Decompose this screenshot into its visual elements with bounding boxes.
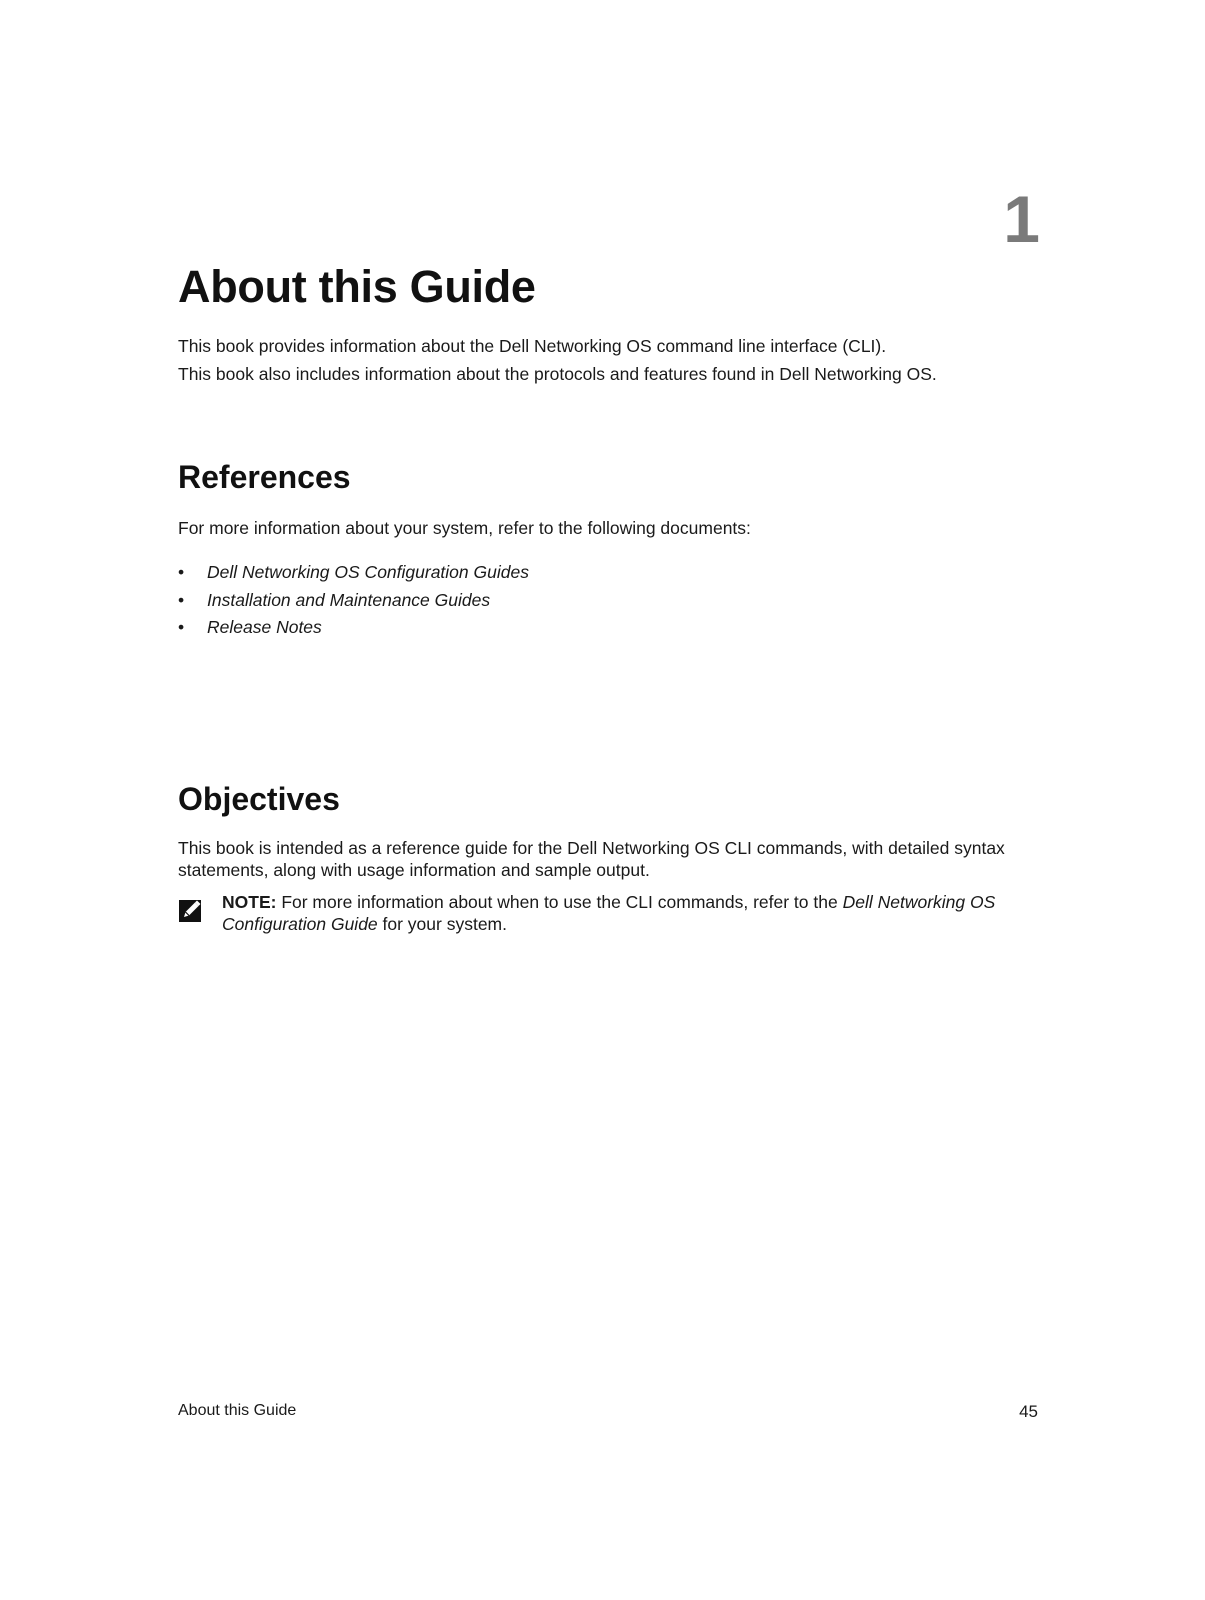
chapter-number: 1: [1003, 182, 1040, 256]
bullet-icon: •: [178, 617, 185, 637]
bullet-icon: •: [178, 589, 185, 610]
list-item: [178, 614, 529, 642]
note-emphasis: Dell Networking OS Configuration Guide: [222, 892, 996, 934]
references-heading: References: [178, 459, 351, 495]
footer-page-number: 45: [1019, 1402, 1038, 1421]
list-item: [178, 559, 529, 587]
intro-line-1: This book provides information about the Dell Networking OS command line interface (CLI).: [178, 336, 887, 356]
list-item: [178, 587, 529, 615]
note-text: [222, 891, 1022, 935]
list-item-label: Release Notes: [207, 617, 322, 637]
objectives-body: This book is intended as a reference guide for the Dell Networking OS CLI commands, with detailed syntax statements, along with usage information and sample output.: [178, 838, 1005, 880]
page-title: About this Guide: [178, 261, 536, 312]
note-text-after: for your system.: [377, 914, 507, 934]
note-label: NOTE:: [222, 892, 277, 912]
note-pencil-icon: [178, 897, 204, 923]
note-text-before: For more information about when to use the CLI commands, refer to the: [276, 892, 843, 912]
intro-line-2: This book also includes information about the protocols and features found in Dell Networking OS.: [178, 364, 937, 384]
footer-title: About this Guide: [178, 1402, 297, 1419]
references-list: [178, 559, 529, 642]
references-intro: For more information about your system, refer to the following documents:: [178, 518, 751, 538]
list-item-label: Dell Networking OS Configuration Guides: [207, 562, 529, 582]
bullet-icon: •: [178, 562, 185, 582]
list-item-label: Installation and Maintenance Guides: [207, 589, 491, 610]
objectives-heading: Objectives: [178, 781, 340, 817]
